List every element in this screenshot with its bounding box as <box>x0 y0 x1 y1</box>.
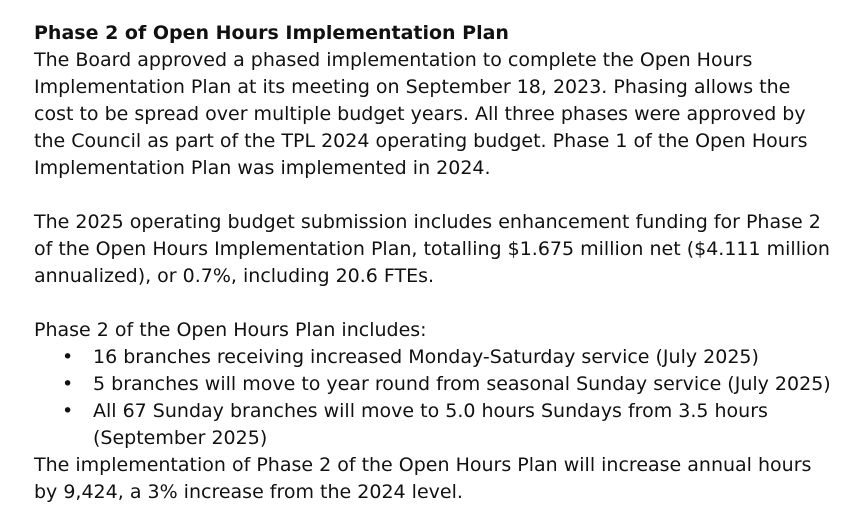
bullet-icon: • <box>62 373 74 395</box>
bullet-icon: • <box>62 346 74 368</box>
section-heading: Phase 2 of Open Hours Implementation Plan <box>34 22 509 44</box>
paragraph-board-approval: The Board approved a phased implementation to complete the Open Hours Implementation Plan at its meeting on September 18, 2023. Phasing allows the cost to be spread over multiple budget years. All three phases were approved by the Council as part of the TPL 2024 operating budget. Phase 1 of the Open Hours Implementation Plan was implemented in 2024. <box>34 49 808 179</box>
list-item <box>34 344 834 371</box>
list-item-text: 5 branches will move to year round from seasonal Sunday service (July 2025) <box>93 373 831 395</box>
phase-2-list <box>34 344 834 452</box>
paragraph-spacer <box>34 182 834 209</box>
document-body <box>34 20 834 506</box>
list-item-text: 16 branches receiving increased Monday-Saturday service (July 2025) <box>93 346 759 368</box>
paragraph-spacer <box>34 290 834 317</box>
bullet-icon: • <box>62 400 74 422</box>
list-item <box>34 398 834 452</box>
paragraph-budget-submission: The 2025 operating budget submission includes enhancement funding for Phase 2 of the Open Hours Implementation Plan, totalling $1.675 million net ($4.111 million annualized), or 0.7%, including 20.6 FTEs. <box>34 211 830 287</box>
closing-paragraph: The implementation of Phase 2 of the Open Hours Plan will increase annual hours by 9,424, a 3% increase from the 2024 level. <box>34 454 812 503</box>
list-item <box>34 371 834 398</box>
list-item-text: All 67 Sunday branches will move to 5.0 hours Sundays from 3.5 hours (September 2025) <box>93 400 768 449</box>
list-intro: Phase 2 of the Open Hours Plan includes: <box>34 319 427 341</box>
